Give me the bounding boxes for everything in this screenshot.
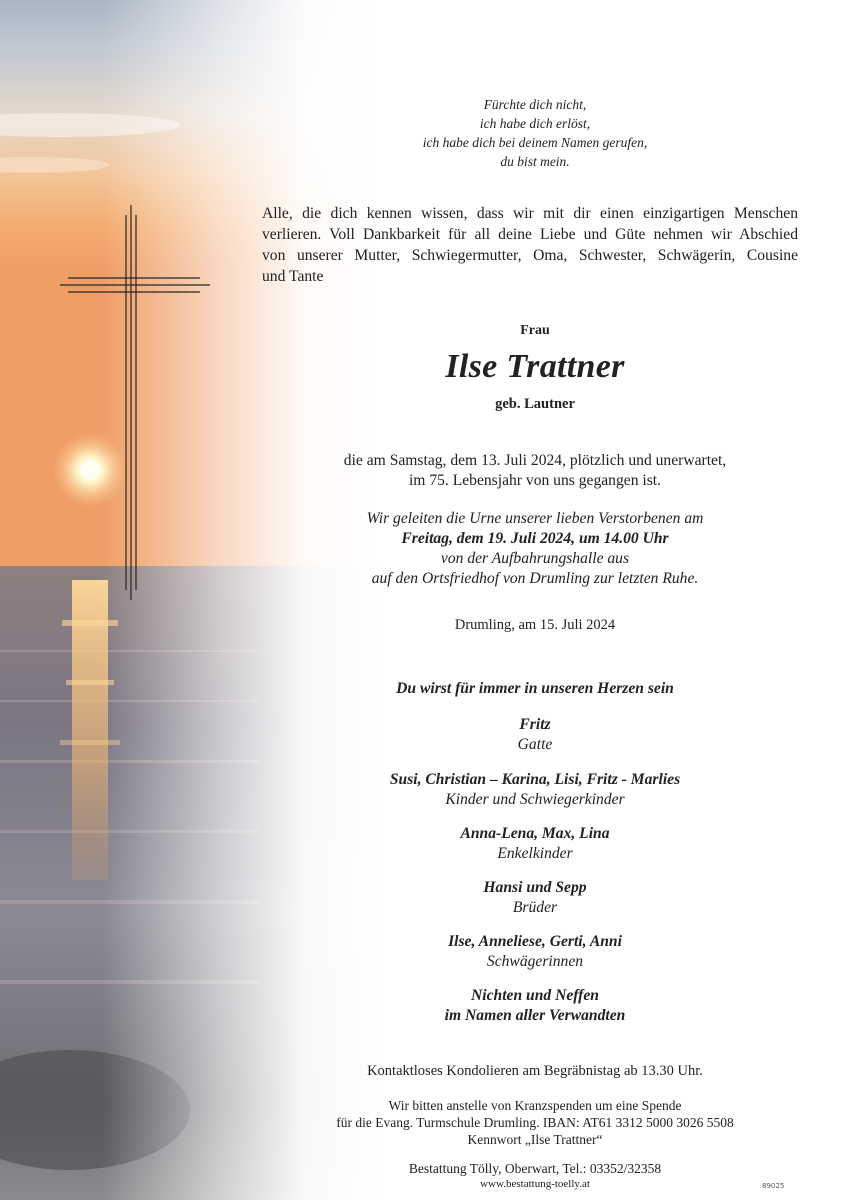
death-notice-line: die am Samstag, dem 13. Juli 2024, plötzlich und unerwartet, [343,452,727,469]
mourner-names: Ilse, Anneliese, Gerti, Anni [448,933,622,950]
undertaker-line: Bestattung Tölly, Oberwart, Tel.: 03352/32358 [408,1161,662,1176]
quote-line: ich habe dich bei deinem Namen gerufen, [422,135,648,150]
donation-line: für die Evang. Turmschule Drumling. IBAN: AT61 3312 5000 3026 5508 [336,1115,734,1130]
intro-line: Alle, die dich kennen wissen, dass wir mit dir einen einzigartigen Menschen [262,205,798,222]
print-code: 89025 [762,1182,785,1190]
motto: Du wirst für immer in unseren Herzen sein [396,680,674,697]
deceased-name: Ilse Trattner [445,348,625,385]
place-date: Drumling, am 15. Juli 2024 [454,617,616,633]
intro-line: und Tante [262,268,324,285]
death-notice-line: im 75. Lebensjahr von uns gegangen ist. [408,472,662,489]
mourner-relation: im Namen aller Verwandten [444,1007,626,1024]
funeral-date: Freitag, dem 19. Juli 2024, um 14.00 Uhr [401,530,669,547]
maiden-name: geb. Lautner [495,396,575,412]
funeral-line: Wir geleiten die Urne unserer lieben Verstorbenen am [366,510,704,527]
mourner-names: Hansi und Sepp [483,879,587,896]
undertaker-website: www.bestattung-toelly.at [480,1178,590,1190]
cross-icon [60,205,210,600]
funeral-line: auf den Ortsfriedhof von Drumling zur letzten Ruhe. [371,570,699,587]
salutation: Frau [520,323,550,338]
condolence-note: Kontaktloses Kondolieren am Begräbnistag ab 13.30 Uhr. [367,1063,703,1079]
mourner-names: Fritz [519,716,551,733]
intro-line: von unserer Mutter, Schwiegermutter, Oma, Schwester, Schwägerin, Cousine [262,247,798,264]
quote-line: du bist mein. [500,154,570,169]
donation-line: Kennwort „Ilse Trattner“ [467,1132,603,1147]
mourner-names: Nichten und Neffen [471,987,599,1004]
quote-line: ich habe dich erlöst, [479,116,591,131]
mourner-names: Susi, Christian – Karina, Lisi, Fritz - Marlies [389,771,681,788]
mourner-relation: Kinder und Schwiegerkinder [445,791,625,808]
intro-line: verlieren. Voll Dankbarkeit für all deine Liebe und Güte nehmen wir Abschied [262,226,798,243]
mourner-names: Anna-Lena, Max, Lina [460,825,610,842]
mourner-relation: Brüder [512,899,558,916]
mourner-relation: Schwägerinnen [486,953,584,970]
mourner-relation: Gatte [517,736,553,753]
mourner-relation: Enkelkinder [497,845,573,862]
funeral-line: von der Aufbahrungshalle aus [440,550,630,567]
intro-paragraph [262,203,798,287]
quote-line: Fürchte dich nicht, [483,97,587,112]
donation-line: Wir bitten anstelle von Kranzspenden um eine Spende [388,1098,682,1113]
